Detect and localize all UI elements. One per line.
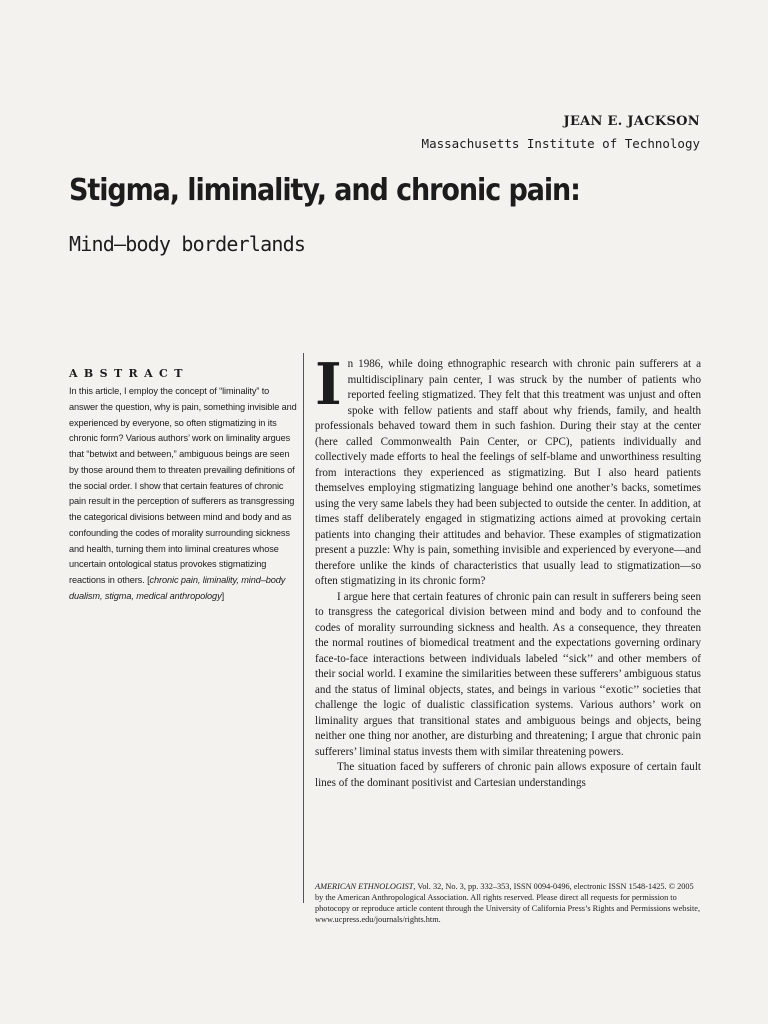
abstract-heading: ABSTRACT xyxy=(69,367,189,380)
abstract-body: In this article, I employ the concept of “liminality” to answer the question, why is pain, something invisible and experienced by everyone, so often stigmatizing in its chronic form? Various authors’ work on liminality argues that “betwixt and between,” ambiguous beings are seen by those around them to threaten prevailing definitions of the social order. I show that certain features of chronic pain result in the perception of sufferers as transgressing the categorical divisions between mind and body and as confounding the codes of morality surrounding sickness and health, turning them into liminal creatures whose uncertain ontological status provokes stigmatizing reactions in others. [ xyxy=(69,386,297,585)
author-affiliation: Massachusetts Institute of Technology xyxy=(421,136,700,151)
body-paragraph-2: I argue here that certain features of chronic pain can result in sufferers being seen to transgress the categorical division between mind and body and to confound the codes of morality surrounding sickness and health. As a consequence, they threaten the normal routines of biomedical treatment and the expectations governing ordinary face-to-face interactions between individuals labeled ‘‘sick’’ and other members of their social world. I examine the similarities between these sufferers’ ambiguous status and the status of liminal objects, states, and beings in various ‘‘exotic’’ societies that challenge the logic of dualistic classification systems. Various authors’ work on liminality argues that transitional states and ambiguous beings and objects, being neither one thing nor another, are disturbing and threatening; I argue that chronic pain sufferers’ liminal status invests them with similar threatening powers. xyxy=(315,590,701,758)
abstract-bracket-close: ] xyxy=(221,590,225,601)
citation-footer xyxy=(315,881,701,925)
body-paragraph-3: The situation faced by sufferers of chronic pain allows exposure of certain fault lines of the dominant positivist and Cartesian understandings xyxy=(315,761,701,789)
citation-details: , Vol. 32, No. 3, pp. 332–353, ISSN 0094-0496, electronic ISSN 1548-1425. © 2005 by the American Anthropological Association. All rights reserved. Please direct all requests for permission to photocopy or reproduce article content through the University of California Press’s Rights and Permissions website, www.ucpress.edu/journals/rights.htm. xyxy=(315,882,701,925)
author-name: JEAN E. JACKSON xyxy=(563,114,700,129)
drop-cap: I xyxy=(315,351,342,418)
body-paragraph-1 xyxy=(315,351,701,590)
column-divider xyxy=(303,353,304,903)
journal-name: AMERICAN ETHNOLOGIST xyxy=(315,882,414,891)
article-title: Stigma, liminality, and chronic pain: xyxy=(69,173,580,208)
author-block xyxy=(422,113,700,153)
abstract-section xyxy=(69,367,297,605)
body-text xyxy=(315,351,701,791)
abstract-text xyxy=(69,384,297,605)
article-subtitle: Mind–body borderlands xyxy=(69,232,306,256)
abstract-keywords: chronic pain, liminality, mind–body dualism, stigma, medical anthropology xyxy=(69,575,286,601)
body-paragraph-1-text: n 1986, while doing ethnographic research with chronic pain sufferers at a multidisciplinary pain center, I was struck by the number of patients who reported feeling stigmatized. They felt that this treatment was unjust and often spoke with fellow patients and staff about why friends, family, and health professionals behaved toward them in such fashion. During their stay at the center (here called Commonwealth Pain Center, or CPC), patients individually and collectively made efforts to heal the feelings of self-blame and unworthiness resulting from interactions they experienced as stigmatizing. But I also heard patients themselves employing stigmatizing language behind one another’s backs, sometimes using the very same labels they had been subjected to outside the center. In addition, at times staff deliberately engaged in stigmatizing actions aimed at provoking certain patients into changing their attitudes and behavior. These examples of stigmatization present a puzzle: Why is pain, something invisible and experienced by everyone—and therefore unlike the kinds of characteristics that usually lead to stigmatization—so often stigmatizing in its chronic form? xyxy=(315,358,701,587)
